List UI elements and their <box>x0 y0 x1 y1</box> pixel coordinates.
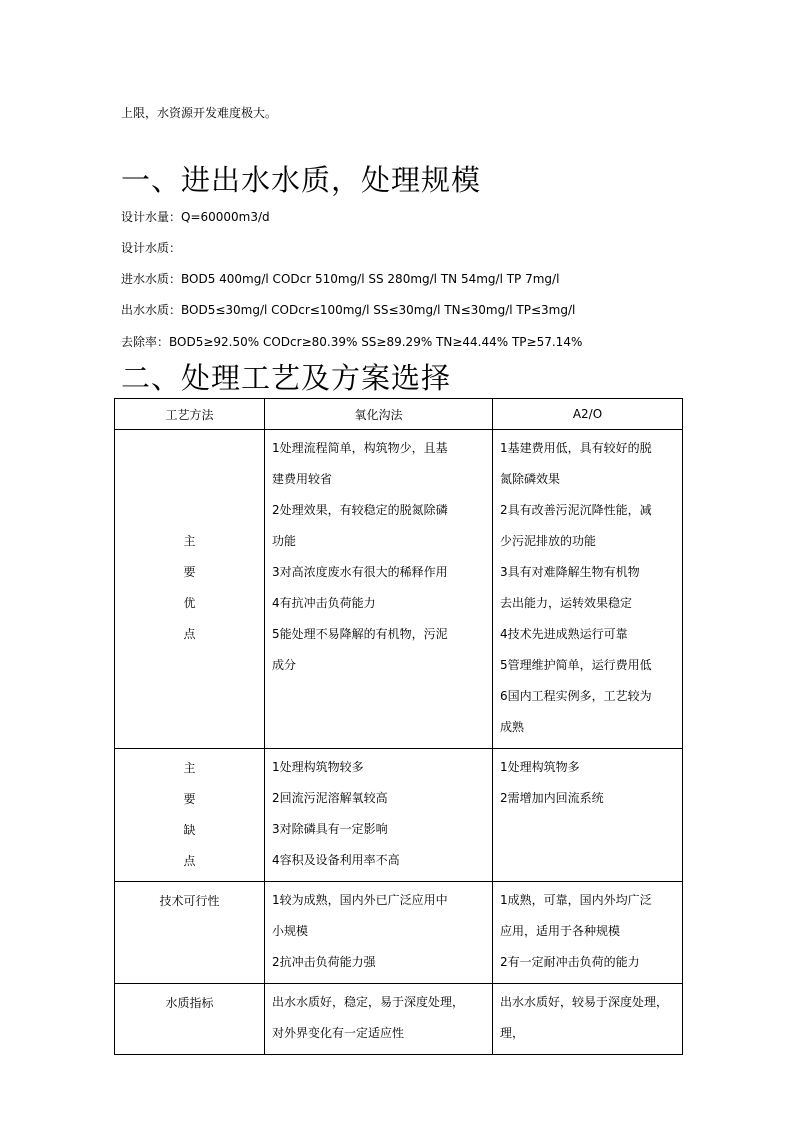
disadvantages-a2o <box>493 749 683 882</box>
cell-line: 2回流污泥溶解氧较高 <box>272 791 388 805</box>
cell-line: 5管理维护简单，运行费用低 <box>500 658 652 672</box>
water-quality-a2o <box>493 984 683 1055</box>
cell-line: 2处理效果，有较稳定的脱氮除磷 <box>272 503 448 517</box>
cell-line: 氮除磷效果 <box>500 472 561 486</box>
intro-line: 上限，水资源开发难度极大。 <box>121 106 278 120</box>
water-quality-oxidation-ditch <box>265 984 493 1055</box>
process-comparison-table <box>114 398 683 1055</box>
table-header-row <box>115 399 683 430</box>
cell-line: 4有抗冲击负荷能力 <box>272 596 376 610</box>
removal-rate: 去除率：BOD5≥92.50% CODcr≥80.39% SS≥89.29% TN≥44.44% TP≥57.14% <box>121 335 583 349</box>
feasibility-oxidation-ditch <box>265 882 493 984</box>
design-quality-label: 设计水质： <box>121 241 182 255</box>
cell-line: 2具有改善污泥沉降性能，减 <box>500 503 652 517</box>
cell-line: 理， <box>500 1026 525 1040</box>
cell-line: 出水水质好，稳定，易于深度处理， <box>272 995 465 1009</box>
row-label-water-quality <box>115 984 265 1055</box>
row-label-char: 点 <box>183 627 196 641</box>
influent-quality: 进水水质：BOD5 400mg/l CODcr 510mg/l SS 280mg/l TN 54mg/l TP 7mg/l <box>121 272 560 286</box>
cell-line: 2有一定耐冲击负荷的能力 <box>500 955 640 969</box>
table-row-water-quality <box>115 984 683 1055</box>
table-row-advantages <box>115 430 683 749</box>
cell-line: 1基建费用低，具有较好的脱 <box>500 441 652 455</box>
cell-line: 去出能力，运转效果稳定 <box>500 596 633 610</box>
cell-line: 1处理构筑物较多 <box>272 760 364 774</box>
cell-line: 成分 <box>272 658 297 672</box>
row-label-text: 水质指标 <box>165 996 214 1010</box>
section1-heading: 一、进出水水质，处理规模 <box>121 163 482 197</box>
row-label-text: 技术可行性 <box>159 894 220 908</box>
header-oxidation-ditch: 氧化沟法 <box>265 399 493 430</box>
cell-line: 1处理流程简单，构筑物少，且基 <box>272 441 448 455</box>
cell-line: 1处理构筑物多 <box>500 760 580 774</box>
row-label-feasibility <box>115 882 265 984</box>
cell-line: 小规模 <box>272 924 309 938</box>
cell-line: 3对除磷具有一定影响 <box>272 822 388 836</box>
row-label-char: 缺 <box>183 823 196 837</box>
row-label-advantages <box>115 430 265 749</box>
advantages-a2o <box>493 430 683 749</box>
cell-line: 功能 <box>272 534 297 548</box>
cell-line: 6国内工程实例多，工艺较为 <box>500 689 652 703</box>
header-a2o: A2/O <box>493 399 683 430</box>
row-label-char: 要 <box>183 565 196 579</box>
effluent-quality: 出水水质：BOD5≤30mg/l CODcr≤100mg/l SS≤30mg/l TN≤30mg/l TP≤3mg/l <box>121 303 576 317</box>
section2-heading: 二、处理工艺及方案选择 <box>121 361 452 395</box>
header-process-method: 工艺方法 <box>115 399 265 430</box>
row-label-char: 要 <box>183 792 196 806</box>
cell-line: 3具有对难降解生物有机物 <box>500 565 640 579</box>
disadvantages-oxidation-ditch <box>265 749 493 882</box>
cell-line: 3对高浓度废水有很大的稀释作用 <box>272 565 448 579</box>
row-label-char: 主 <box>183 761 196 775</box>
cell-line: 成熟 <box>500 720 525 734</box>
cell-line: 1较为成熟，国内外已广泛应用中 <box>272 893 448 907</box>
feasibility-a2o <box>493 882 683 984</box>
table-row-disadvantages <box>115 749 683 882</box>
cell-line: 2抗冲击负荷能力强 <box>272 955 376 969</box>
cell-line: 4技术先进成熟运行可靠 <box>500 627 628 641</box>
design-flow: 设计水量：Q=60000m3/d <box>121 210 270 224</box>
row-label-char: 点 <box>183 854 196 868</box>
advantages-oxidation-ditch <box>265 430 493 749</box>
cell-line: 应用，适用于各种规模 <box>500 924 621 938</box>
cell-line: 建费用较省 <box>272 472 333 486</box>
row-label-disadvantages <box>115 749 265 882</box>
cell-line: 出水水质好，较易于深度处理， <box>500 995 669 1009</box>
table-row-feasibility <box>115 882 683 984</box>
cell-line: 对外界变化有一定适应性 <box>272 1026 405 1040</box>
cell-line: 4容积及设备利用率不高 <box>272 853 400 867</box>
cell-line: 5能处理不易降解的有机物，污泥 <box>272 627 448 641</box>
cell-line: 少污泥排放的功能 <box>500 534 597 548</box>
cell-line: 1成熟，可靠，国内外均广泛 <box>500 893 652 907</box>
cell-line: 2需增加内回流系统 <box>500 791 604 805</box>
row-label-char: 优 <box>183 596 196 610</box>
row-label-char: 主 <box>183 534 196 548</box>
